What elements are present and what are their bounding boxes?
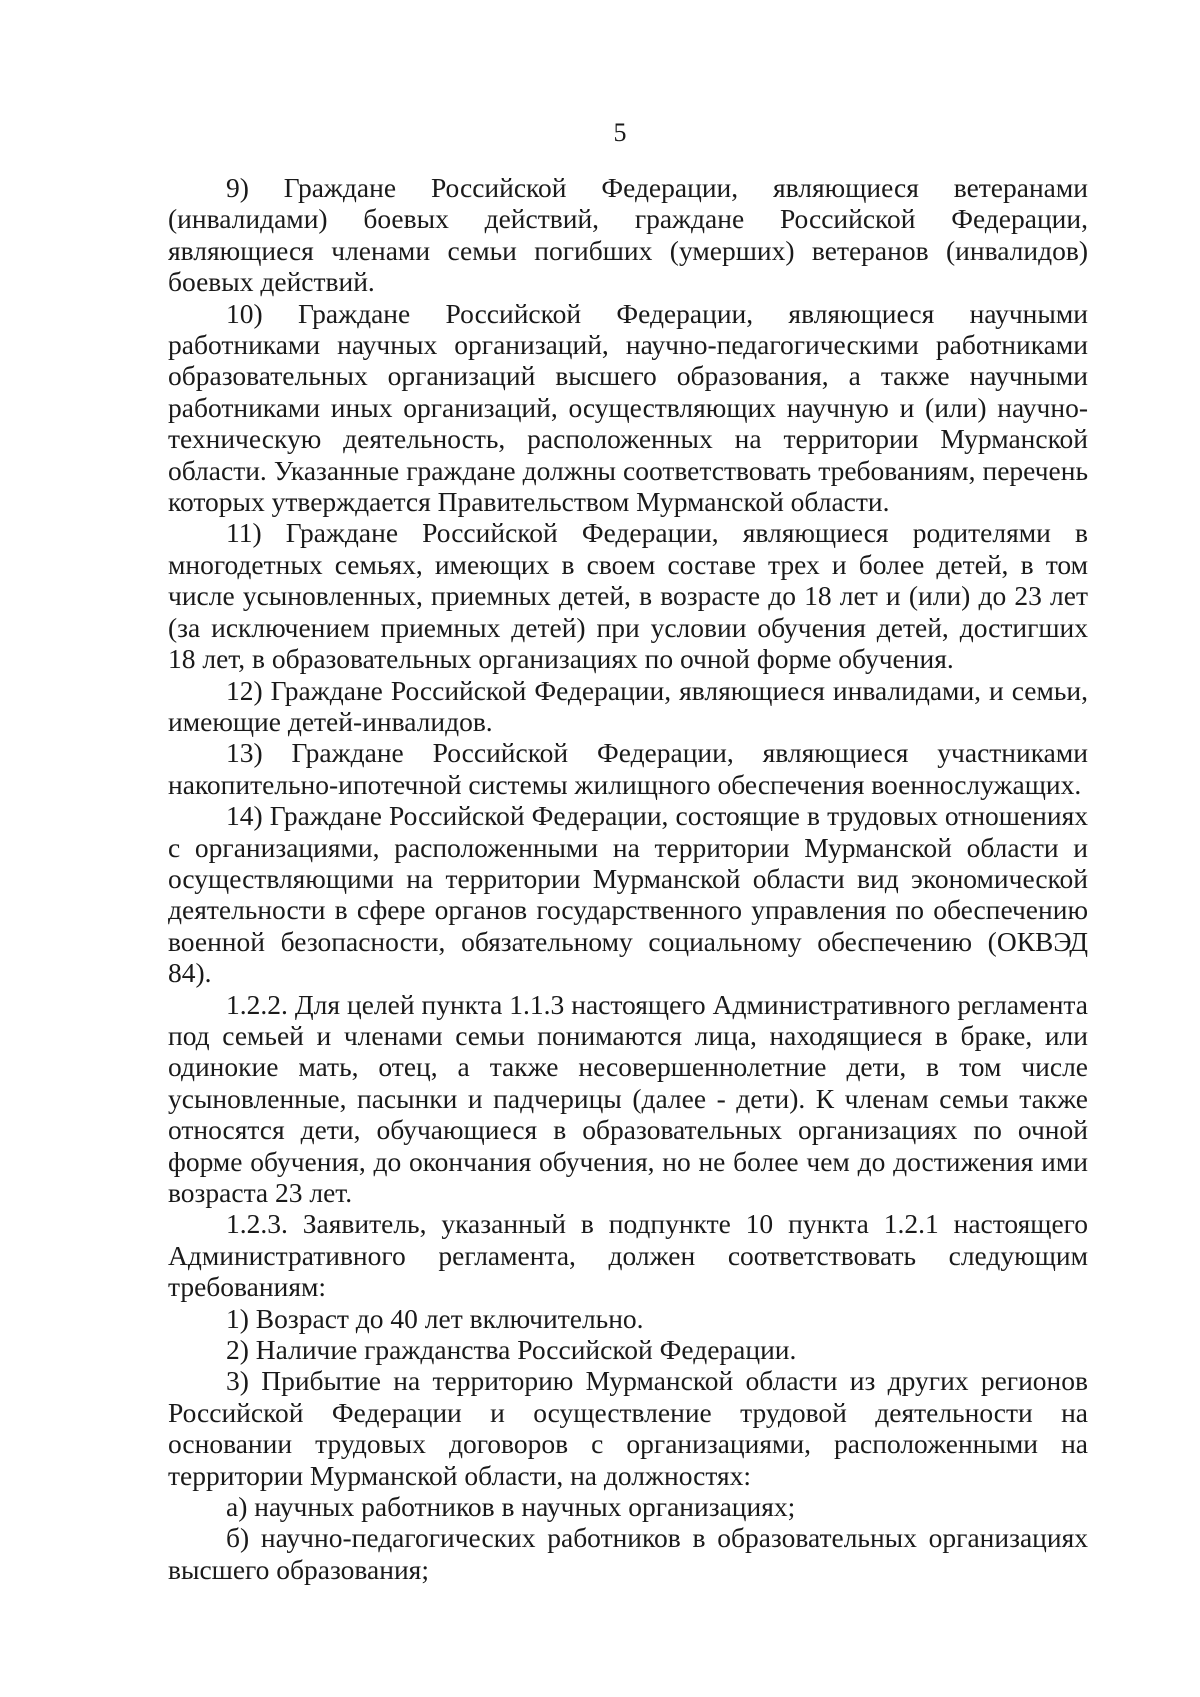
page-number: 5 <box>613 118 627 147</box>
paragraph-1-2-2: 1.2.2. Для целей пункта 1.1.3 настоящего Административного регламента под семьей и членами семьи понимаются лица, находящиеся в браке, или одинокие мать, отец, а также несовершеннолетние дети, в том числе усыновленные, пасынки и падчерицы (далее - дети). К членам семьи также относятся дети, обучающиеся в образовательных организациях по очной форме обучения, до окончания обучения, но не более чем до достижения ими возраста 23 лет. <box>168 988 1088 1208</box>
paragraph-item-9: 9) Граждане Российской Федерации, являющиеся ветеранами (инвалидами) боевых действий, граждане Российской Федерации, являющиеся членами семьи погибших (умерших) ветеранов (инвалидов) боевых действий. <box>168 172 1088 298</box>
paragraph-item-11: 11) Граждане Российской Федерации, являющиеся родителями в многодетных семьях, имеющих в своем составе трех и более детей, в том числе усыновленных, приемных детей, в возрасте до 18 лет и (или) до 23 лет (за исключением приемных детей) при условии обучения детей, достигших 18 лет, в образовательных организациях по очной форме обучения. <box>168 517 1088 675</box>
position-b: б) научно-педагогических работников в образовательных организациях высшего образования; <box>168 1522 1088 1585</box>
paragraph-item-12: 12) Граждане Российской Федерации, являющиеся инвалидами, и семьи, имеющие детей-инвалидов. <box>168 674 1088 737</box>
requirement-3: 3) Прибытие на территорию Мурманской области из других регионов Российской Федерации и осуществление трудовой деятельности на основании трудовых договоров с организациями, расположенными на территории Мурманской области, на должностях: <box>168 1365 1088 1491</box>
position-a: а) научных работников в научных организациях; <box>226 1491 796 1523</box>
requirement-2: 2) Наличие гражданства Российской Федерации. <box>226 1334 797 1366</box>
paragraph-item-14: 14) Граждане Российской Федерации, состоящие в трудовых отношениях с организациями, расположенными на территории Мурманской области и осуществляющими на территории Мурманской области вид экономической деятельности в сфере органов государственного управления по обеспечению военной безопасности, обязательному социальному обеспечению (ОКВЭД 84). <box>168 800 1088 989</box>
requirement-1: 1) Возраст до 40 лет включительно. <box>226 1302 644 1334</box>
paragraph-item-13: 13) Граждане Российской Федерации, являющиеся участниками накопительно-ипотечной системы жилищного обеспечения военнослужащих. <box>168 737 1088 800</box>
document-body <box>168 172 1088 1585</box>
paragraph-1-2-3: 1.2.3. Заявитель, указанный в подпункте 10 пункта 1.2.1 настоящего Административного регламента, должен соответствовать следующим требованиям: <box>168 1208 1088 1303</box>
paragraph-item-10: 10) Граждане Российской Федерации, являющиеся научными работниками научных организаций, научно-педагогическими работниками образовательных организаций высшего образования, а также научными работниками иных организаций, осуществляющих научную и (или) научно-техническую деятельность, расположенных на территории Мурманской области. Указанные граждане должны соответствовать требованиям, перечень которых утверждается Правительством Мурманской области. <box>168 297 1088 518</box>
